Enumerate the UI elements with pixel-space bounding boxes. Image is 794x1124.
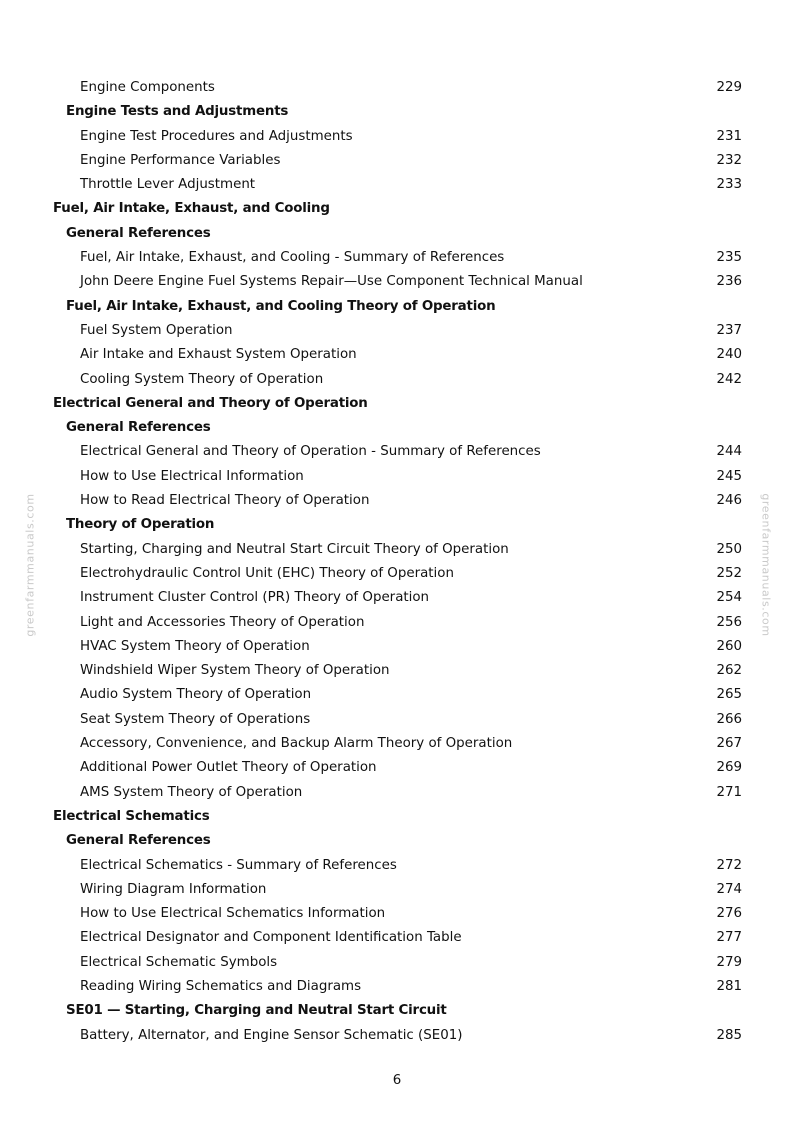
- toc-entry-title: Accessory, Convenience, and Backup Alarm Theory of Operation: [80, 736, 513, 752]
- toc-entry-page-number: 240: [716, 347, 742, 363]
- toc-entry-title: Theory of Operation: [66, 517, 215, 533]
- toc-entry[interactable]: [0, 343, 794, 367]
- toc-entry-title: Electrical Designator and Component Identification Table: [80, 930, 462, 946]
- toc-entry-title: AMS System Theory of Operation: [80, 784, 303, 800]
- toc-entry[interactable]: [0, 368, 794, 392]
- toc-entry[interactable]: [0, 683, 794, 707]
- watermark-right: greenfarmmanuals.com: [759, 493, 773, 637]
- toc-entry-page-number: 267: [716, 736, 742, 752]
- toc-subsection-heading[interactable]: [0, 222, 794, 246]
- toc-entry-page-number: 242: [716, 371, 742, 387]
- toc-entry-title: John Deere Engine Fuel Systems Repair—Use Component Technical Manual: [80, 274, 583, 290]
- toc-entry[interactable]: [0, 708, 794, 732]
- toc-entry-title: Electrohydraulic Control Unit (EHC) Theory of Operation: [80, 565, 454, 581]
- toc-subsection-heading[interactable]: [0, 999, 794, 1023]
- toc-entry-title: Audio System Theory of Operation: [80, 687, 312, 703]
- toc-entry-page-number: 271: [716, 784, 742, 800]
- toc-entry-page-number: 272: [716, 857, 742, 873]
- toc-entry-title: Electrical Schematic Symbols: [80, 954, 278, 970]
- toc-entry-title: General References: [66, 833, 211, 849]
- toc-entry-page-number: 233: [716, 177, 742, 193]
- toc-entry[interactable]: [0, 465, 794, 489]
- toc-entry-title: Engine Tests and Adjustments: [66, 104, 289, 120]
- toc-entry-page-number: 229: [716, 80, 742, 95]
- toc-entry-title: Electrical General and Theory of Operation - Summary of References: [80, 444, 541, 460]
- toc-entry[interactable]: [0, 878, 794, 902]
- toc-section-heading[interactable]: [0, 392, 794, 416]
- toc-entry[interactable]: [0, 635, 794, 659]
- toc-entry-page-number: 252: [716, 565, 742, 581]
- toc-entry-title: Wiring Diagram Information: [80, 881, 267, 897]
- toc-entry[interactable]: [0, 562, 794, 586]
- toc-entry[interactable]: [0, 611, 794, 635]
- toc-entry-title: Throttle Lever Adjustment: [80, 177, 256, 193]
- toc-entry[interactable]: [0, 173, 794, 197]
- toc-entry-page-number: 281: [716, 978, 742, 994]
- toc-entry-title: Fuel System Operation: [80, 322, 233, 338]
- toc-entry-page-number: 231: [716, 128, 742, 144]
- toc-entry-title: Engine Test Procedures and Adjustments: [80, 128, 353, 144]
- toc-entry-page-number: 236: [716, 274, 742, 290]
- toc-subsection-heading[interactable]: [0, 100, 794, 124]
- toc-entry-title: SE01 — Starting, Charging and Neutral Start Circuit: [66, 1003, 447, 1019]
- toc-entry-title: Air Intake and Exhaust System Operation: [80, 347, 357, 363]
- toc-entry-page-number: 266: [716, 711, 742, 727]
- toc-entry-page-number: 279: [716, 954, 742, 970]
- toc-entry-page-number: 265: [716, 687, 742, 703]
- toc-entry-page-number: 250: [716, 541, 742, 557]
- toc-section-heading[interactable]: [0, 805, 794, 829]
- toc-entry-title: Cooling System Theory of Operation: [80, 371, 324, 387]
- watermark-left: greenfarmmanuals.com: [23, 493, 37, 637]
- toc-entry-page-number: 244: [716, 444, 742, 460]
- toc-entry[interactable]: [0, 732, 794, 756]
- toc-entry[interactable]: [0, 538, 794, 562]
- toc-entry[interactable]: [0, 659, 794, 683]
- toc-entry[interactable]: [0, 586, 794, 610]
- toc-entry[interactable]: [0, 246, 794, 270]
- toc-entry-title: Engine Performance Variables: [80, 152, 281, 168]
- toc-entry[interactable]: [0, 319, 794, 343]
- toc-entry[interactable]: [0, 149, 794, 173]
- toc-entry-title: Reading Wiring Schematics and Diagrams: [80, 978, 362, 994]
- toc-entry-page-number: 274: [716, 881, 742, 897]
- toc-entry-title: Additional Power Outlet Theory of Operation: [80, 760, 377, 776]
- toc-entry-page-number: 276: [716, 906, 742, 922]
- toc-entry-page-number: 232: [716, 152, 742, 168]
- toc-entry[interactable]: [0, 440, 794, 464]
- toc-entry-page-number: 277: [716, 930, 742, 946]
- toc-entry-page-number: 262: [716, 663, 742, 679]
- toc-entry[interactable]: [0, 76, 794, 100]
- toc-entry[interactable]: [0, 489, 794, 513]
- toc-entry-title: Fuel, Air Intake, Exhaust, and Cooling Theory of Operation: [66, 298, 496, 314]
- toc-entry-title: General References: [66, 225, 211, 241]
- toc-entry-title: Windshield Wiper System Theory of Operation: [80, 663, 390, 679]
- toc-entry-title: Electrical Schematics - Summary of References: [80, 857, 397, 873]
- toc-entry-title: Fuel, Air Intake, Exhaust, and Cooling - Summary of References: [80, 250, 505, 266]
- toc-entry-page-number: 269: [716, 760, 742, 776]
- toc-entry-title: How to Use Electrical Information: [80, 468, 304, 484]
- toc-entry[interactable]: [0, 975, 794, 999]
- toc-entry-title: Instrument Cluster Control (PR) Theory of Operation: [80, 590, 430, 606]
- toc-entry-title: General References: [66, 420, 211, 436]
- toc-entry-title: How to Read Electrical Theory of Operation: [80, 493, 370, 509]
- table-of-contents: [0, 76, 794, 1048]
- toc-entry-title: HVAC System Theory of Operation: [80, 638, 310, 654]
- toc-entry[interactable]: [0, 781, 794, 805]
- toc-entry-title: Fuel, Air Intake, Exhaust, and Cooling: [53, 201, 330, 217]
- toc-entry-title: Starting, Charging and Neutral Start Circuit Theory of Operation: [80, 541, 509, 557]
- toc-entry-page-number: 235: [716, 250, 742, 266]
- toc-entry-title: Seat System Theory of Operations: [80, 711, 311, 727]
- toc-entry-page-number: 285: [716, 1027, 742, 1043]
- toc-entry[interactable]: [0, 926, 794, 950]
- toc-section-heading[interactable]: [0, 197, 794, 221]
- toc-subsection-heading[interactable]: [0, 829, 794, 853]
- toc-entry[interactable]: [0, 270, 794, 294]
- toc-entry[interactable]: [0, 1024, 794, 1048]
- toc-entry-title: Electrical General and Theory of Operation: [53, 395, 368, 411]
- toc-entry[interactable]: [0, 756, 794, 780]
- toc-entry[interactable]: [0, 125, 794, 149]
- toc-subsection-heading[interactable]: [0, 295, 794, 319]
- toc-entry-page-number: 246: [716, 493, 742, 509]
- toc-entry-page-number: 260: [716, 638, 742, 654]
- toc-entry-title: Engine Components: [80, 80, 215, 95]
- toc-entry-page-number: 256: [716, 614, 742, 630]
- toc-entry-title: Electrical Schematics: [53, 808, 210, 824]
- toc-entry-page-number: 254: [716, 590, 742, 606]
- toc-subsection-heading[interactable]: [0, 513, 794, 537]
- toc-entry[interactable]: [0, 951, 794, 975]
- toc-entry[interactable]: [0, 854, 794, 878]
- toc-entry-title: Battery, Alternator, and Engine Sensor Schematic (SE01): [80, 1027, 463, 1043]
- page-number: 6: [392, 1073, 402, 1088]
- toc-entry-title: How to Use Electrical Schematics Information: [80, 906, 386, 922]
- toc-entry-page-number: 245: [716, 468, 742, 484]
- toc-entry[interactable]: [0, 902, 794, 926]
- toc-entry-title: Light and Accessories Theory of Operation: [80, 614, 365, 630]
- toc-entry-page-number: 237: [716, 322, 742, 338]
- toc-subsection-heading[interactable]: [0, 416, 794, 440]
